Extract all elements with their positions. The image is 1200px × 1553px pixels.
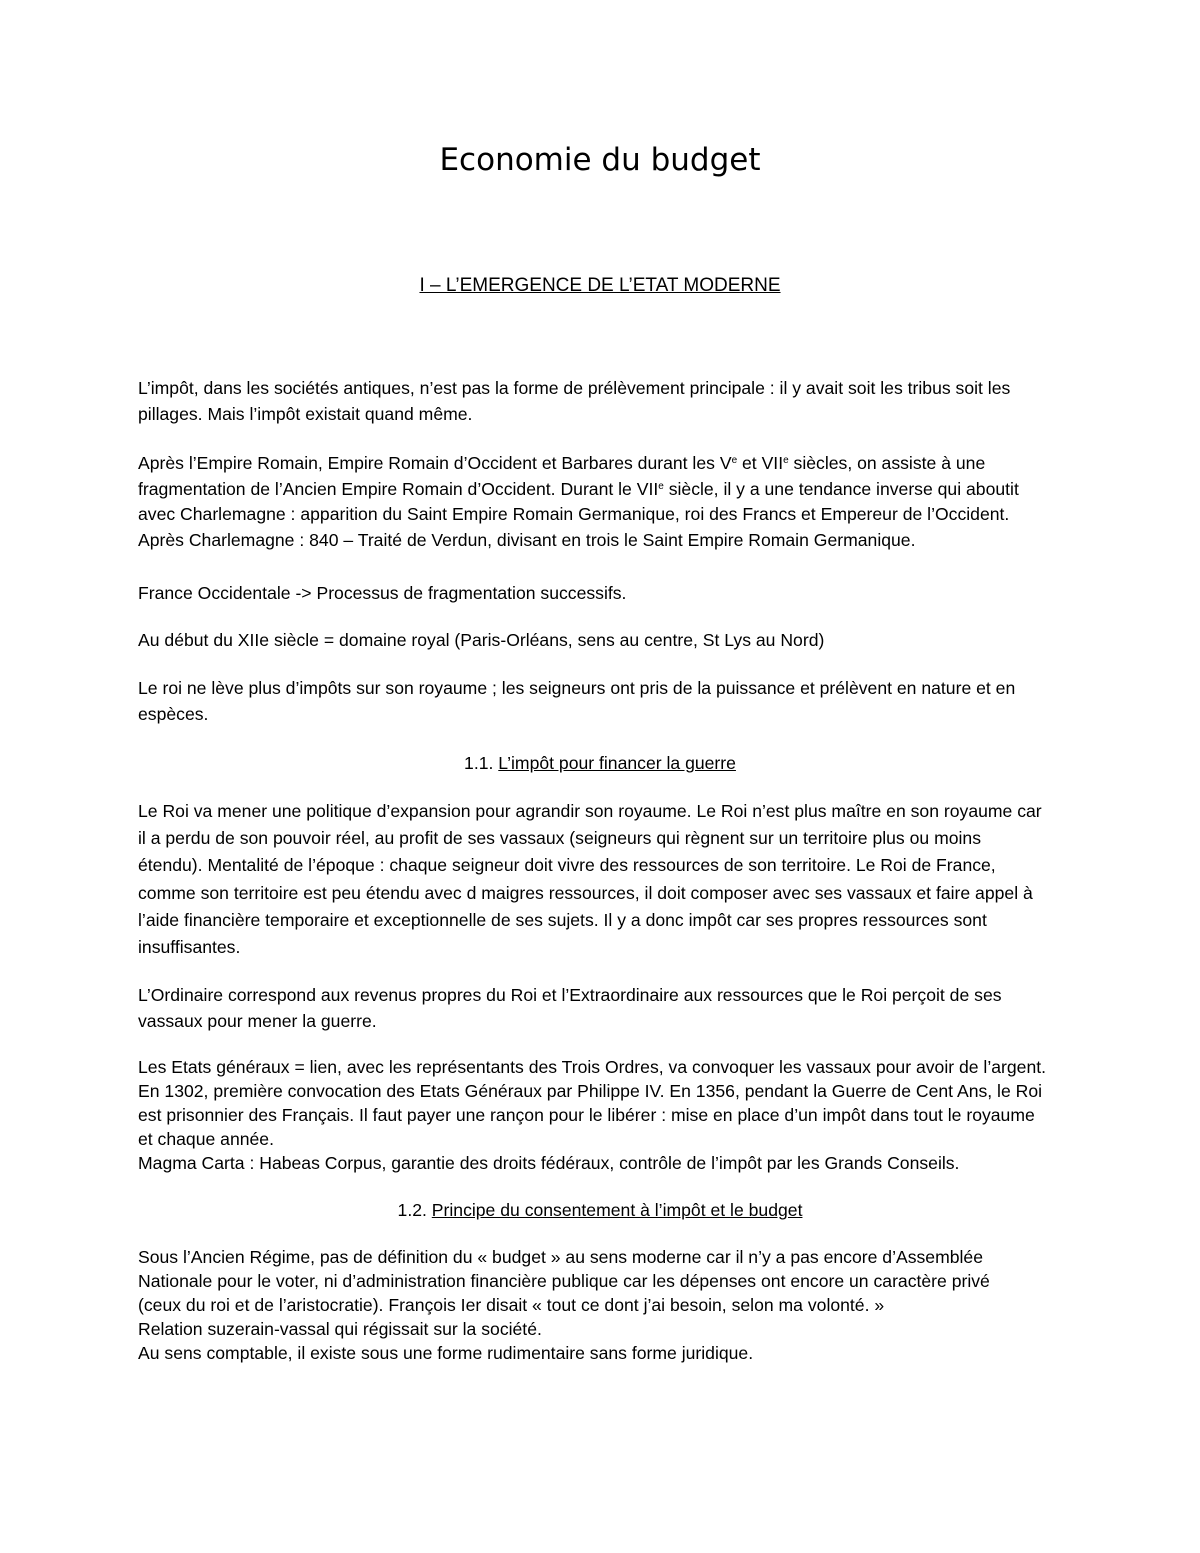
subsection-number: 1.1.: [464, 753, 499, 773]
paragraph-line: En 1302, première convocation des Etats Généraux par Philippe IV. En 1356, pendant la Guerre de Cent Ans, le Roi: [138, 1081, 1043, 1101]
paragraph-5: [138, 676, 1063, 727]
paragraph-6: [138, 798, 1063, 961]
paragraph-9: [138, 1245, 1063, 1365]
subsection-title: Principe du consentement à l’impôt et le budget: [431, 1200, 803, 1220]
subsection-heading-2: [0, 1198, 1200, 1222]
paragraph-line: Le Roi va mener une politique d’expansion pour agrandir son royaume. Le Roi n’est plus maître en son royaume car: [138, 801, 1042, 821]
paragraph-7: [138, 983, 1063, 1034]
paragraph-line: comme son territoire est peu étendu avec d maigres ressources, il doit composer avec ses vassaux et faire appel à: [138, 882, 1033, 903]
paragraph-1: [138, 376, 1063, 427]
paragraph-line: Nationale pour le voter, ni d’administration financière publique car les dépenses ont encore un caractère privé: [138, 1271, 990, 1291]
paragraph-8: [138, 1055, 1063, 1175]
paragraph-line: Les Etats généraux = lien, avec les représentants des Trois Ordres, va convoquer les vassaux pour avoir de l’argent.: [138, 1057, 1047, 1077]
paragraph-line: France Occidentale -> Processus de fragmentation successifs.: [138, 583, 627, 603]
document-title: Economie du budget: [439, 142, 761, 178]
paragraph-line: étendu). Mentalité de l’époque : chaque seigneur doit vivre des ressources de son territoire. Le Roi de France,: [138, 855, 996, 876]
subsection-heading-1: [0, 751, 1200, 775]
paragraph-line: Au sens comptable, il existe sous une forme rudimentaire sans forme juridique.: [138, 1343, 754, 1363]
paragraph-line: Le roi ne lève plus d’impôts sur son royaume ; les seigneurs ont pris de la puissance et prélèvent en nature et en: [138, 678, 1016, 698]
paragraph-4: [138, 628, 1063, 654]
section-heading: I – L’EMERGENCE DE L’ETAT MODERNE: [419, 275, 781, 296]
paragraph-line: Relation suzerain-vassal qui régissait sur la société.: [138, 1319, 542, 1339]
paragraph-line: fragmentation de l’Ancien Empire Romain d’Occident. Durant le VIIe siècle, il y a une tendance inverse qui aboutit: [138, 478, 1019, 499]
paragraph-line: Après Charlemagne : 840 – Traité de Verdun, divisant en trois le Saint Empire Romain Germanique.: [138, 529, 916, 550]
subsection-title: L’impôt pour financer la guerre: [498, 753, 736, 773]
paragraph-line: L’Ordinaire correspond aux revenus propres du Roi et l’Extraordinaire aux ressources que le Roi perçoit de ses: [138, 985, 1002, 1005]
paragraph-line: avec Charlemagne : apparition du Saint Empire Romain Germanique, roi des Francs et Empereur de l’Occident.: [138, 504, 1010, 524]
paragraph-2: [138, 451, 1063, 553]
paragraph-line: il a perdu de son pouvoir réel, au profit de ses vassaux (seigneurs qui règnent sur un territoire plus ou moins: [138, 828, 982, 849]
paragraph-line: vassaux pour mener la guerre.: [138, 1010, 377, 1031]
paragraph-line: et chaque année.: [138, 1129, 274, 1149]
paragraph-line: Magma Carta : Habeas Corpus, garantie des droits fédéraux, contrôle de l’impôt par les Grands Conseils.: [138, 1153, 960, 1173]
paragraph-3: [138, 581, 1063, 607]
paragraph-line: l’aide financière temporaire et exceptionnelle de ses sujets. Il y a donc impôt car ses propres ressources sont: [138, 909, 987, 930]
subsection-number: 1.2.: [397, 1200, 432, 1220]
paragraph-line: espèces.: [138, 703, 209, 724]
paragraph-line: Sous l’Ancien Régime, pas de définition du « budget » au sens moderne car il n’y a pas encore d’Assemblée: [138, 1247, 984, 1267]
paragraph-line: (ceux du roi et de l’aristocratie). François Ier disait « tout ce dont j’ai besoin, selon ma volonté. »: [138, 1295, 885, 1315]
paragraph-line: insuffisantes.: [138, 937, 241, 958]
paragraph-line: Après l’Empire Romain, Empire Romain d’Occident et Barbares durant les Ve et VIIe siècles, on assiste à une: [138, 453, 986, 473]
paragraph-line: est prisonnier des Français. Il faut payer une rançon pour le libérer : mise en place d’un impôt dans tout le royaume: [138, 1105, 1035, 1125]
paragraph-line: Au début du XIIe siècle = domaine royal (Paris-Orléans, sens au centre, St Lys au Nord): [138, 630, 825, 650]
paragraph-line: L’impôt, dans les sociétés antiques, n’est pas la forme de prélèvement principale : il y avait soit les tribus soit les: [138, 378, 1011, 398]
paragraph-line: pillages. Mais l’impôt existait quand même.: [138, 403, 473, 424]
